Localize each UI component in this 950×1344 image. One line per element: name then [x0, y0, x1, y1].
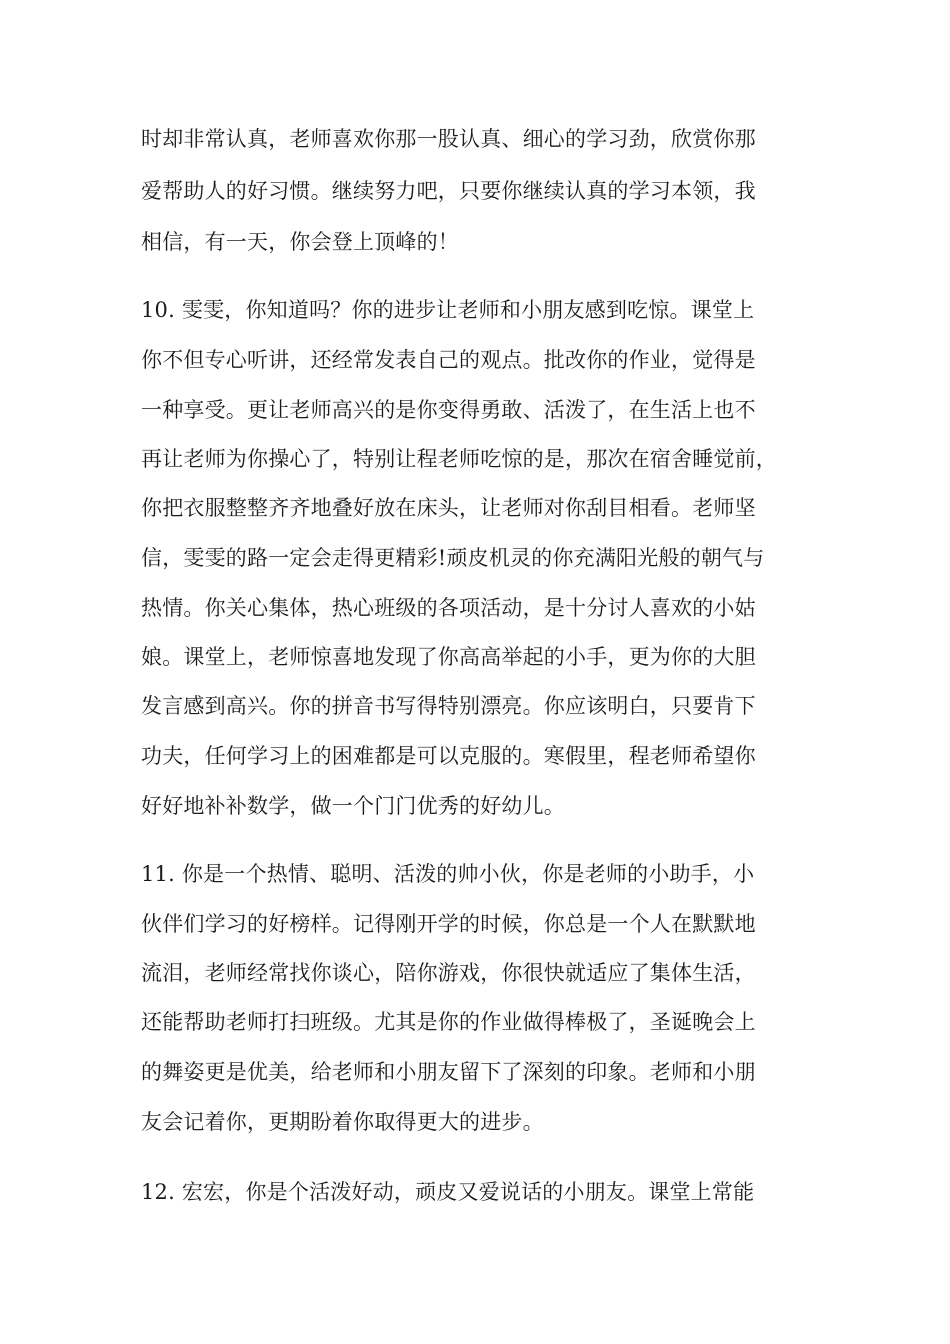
text-line: 你不但专心听讲，还经常发表自己的观点。批改你的作业，觉得是	[141, 348, 756, 372]
text-line: 你把衣服整整齐齐地叠好放在床头，让老师对你刮目相看。老师坚	[141, 496, 756, 520]
text-line: 爱帮助人的好习惯。继续努力吧，只要你继续认真的学习本领，我	[141, 179, 756, 203]
text-line: 伙伴们学习的好榜样。记得刚开学的时候，你总是一个人在默默地	[141, 912, 756, 936]
text-line: 时却非常认真，老师喜欢你那一股认真、细心的学习劲，欣赏你那	[141, 127, 756, 151]
text-line: 娘。课堂上，老师惊喜地发现了你高高举起的小手，更为你的大胆	[141, 645, 756, 669]
text-line: 还能帮助老师打扫班级。尤其是你的作业做得棒极了，圣诞晚会上	[141, 1010, 756, 1034]
text-line: 一种享受。更让老师高兴的是你变得勇敢、活泼了，在生活上也不	[141, 398, 756, 422]
text-line: 12. 宏宏，你是个活泼好动，顽皮又爱说话的小朋友。课堂上常能	[141, 1180, 755, 1204]
text-line: 10. 雯雯，你知道吗？你的进步让老师和小朋友感到吃惊。课堂上	[141, 298, 755, 322]
text-line: 发言感到高兴。你的拼音书写得特别漂亮。你应该明白，只要肯下	[141, 694, 756, 718]
text-line: 11. 你是一个热情、聪明、活泼的帅小伙，你是老师的小助手，小	[141, 862, 755, 886]
text-line: 相信，有一天，你会登上顶峰的！	[141, 230, 459, 254]
text-line: 信，雯雯的路一定会走得更精彩!顽皮机灵的你充满阳光般的朝气与	[141, 546, 765, 570]
text-line: 功夫，任何学习上的困难都是可以克服的。寒假里，程老师希望你	[141, 744, 756, 768]
text-line: 流泪，老师经常找你谈心，陪你游戏，你很快就适应了集体生活，	[141, 961, 756, 985]
text-line: 好好地补补数学，做一个门门优秀的好幼儿。	[141, 794, 565, 818]
text-line: 热情。你关心集体，热心班级的各项活动，是十分讨人喜欢的小姑	[141, 596, 756, 620]
text-line: 的舞姿更是优美，给老师和小朋友留下了深刻的印象。老师和小朋	[141, 1060, 756, 1084]
text-line: 再让老师为你操心了，特别让程老师吃惊的是，那次在宿舍睡觉前，	[141, 447, 777, 471]
text-line: 友会记着你，更期盼着你取得更大的进步。	[141, 1110, 544, 1134]
